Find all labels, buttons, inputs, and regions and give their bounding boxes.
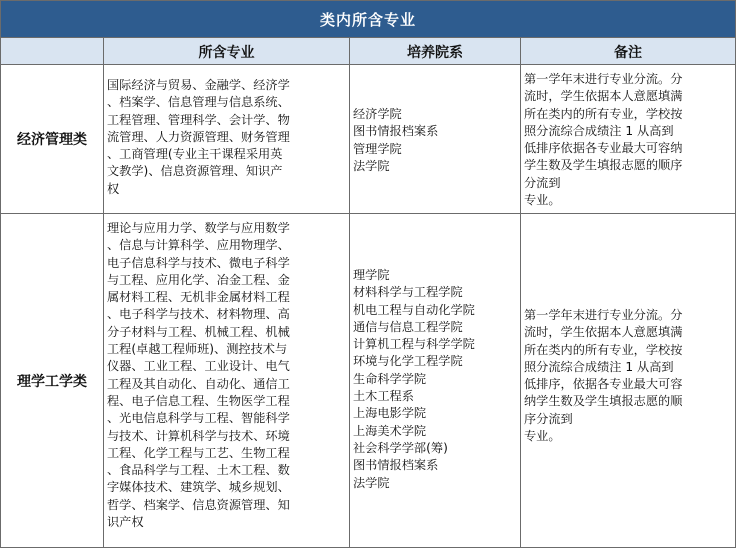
notes-cell: 第一学年末进行专业分流。分 流时，学生依据本人意愿填满 所在类内的所有专业，学校按 照分流综合成绩注 1 从高到 低排序，依据各专业最大可容 纳学生数及学生填报志愿的顺 序分流到 专业。 [524, 308, 683, 444]
category-economics-management: 经济管理类 [17, 132, 87, 148]
notes-cell: 第一学年末进行专业分流。分 流时，学生依据本人意愿填满 所在类内的所有专业，学校按 照分流综合成绩注 1 从高到 低排序依据各专业最大可容纳 学生数及学生填报志愿的顺序 分流到 专业。 [524, 72, 683, 208]
header-notes: 备注 [614, 44, 642, 61]
header-category [1, 38, 103, 65]
majors-cell: 国际经济与贸易、金融学、经济学 、档案学、信息管理与信息系统、 工程管理、管理科学、会计学、物 流管理、人力资源管理、财务管理 、工商管理(专业主干课程采用英 文教学)、信息资源管理、知识产 权 [107, 78, 290, 196]
majors-cell: 理论与应用力学、数学与应用数学 、信息与计算科学、应用物理学、 电子信息科学与技术、微电子科学 与工程、应用化学、冶金工程、金 属材料工程、无机非金属材料工程 、电子科学与技术、材料物理、高 分子材料与工程、机械工程、机械 工程(卓越工程师班)、测控技术与 仪器、工业工程、工业设计、电气 工程及其自动化、自动化、通信工 程、电子信息工程、生物医学工程 、光电信息科学与工程、智能科学 与技术、计算机科学与技术、环境 工程、化学工程与工艺、生物工程 、食品科学与工程、土木工程、数 字媒体技术、建筑学、城乡规划、 哲学、档案学、信息资源管理、知 识产权 [107, 221, 290, 530]
table-title: 类内所含专业 [1, 1, 735, 37]
category-science-engineering: 理学工学类 [17, 373, 87, 390]
schools-cell: 理学院 材料科学与工程学院 机电工程与自动化学院 通信与信息工程学院 计算机工程与科学学院 环境与化学工程学院 生命科学学院 土木工程系 上海电影学院 上海美术学院 社会科学学部(筹) 图书情报档案系 法学院 [353, 268, 475, 490]
header-schools: 培养院系 [407, 44, 463, 61]
schools-cell: 经济学院 图书情报档案系 管理学院 法学院 [353, 107, 439, 173]
row-divider [1, 213, 735, 214]
column-divider [349, 37, 350, 547]
column-divider [520, 37, 521, 547]
header-majors: 所含专业 [198, 44, 255, 61]
header-row [1, 37, 735, 65]
column-divider [103, 37, 104, 547]
